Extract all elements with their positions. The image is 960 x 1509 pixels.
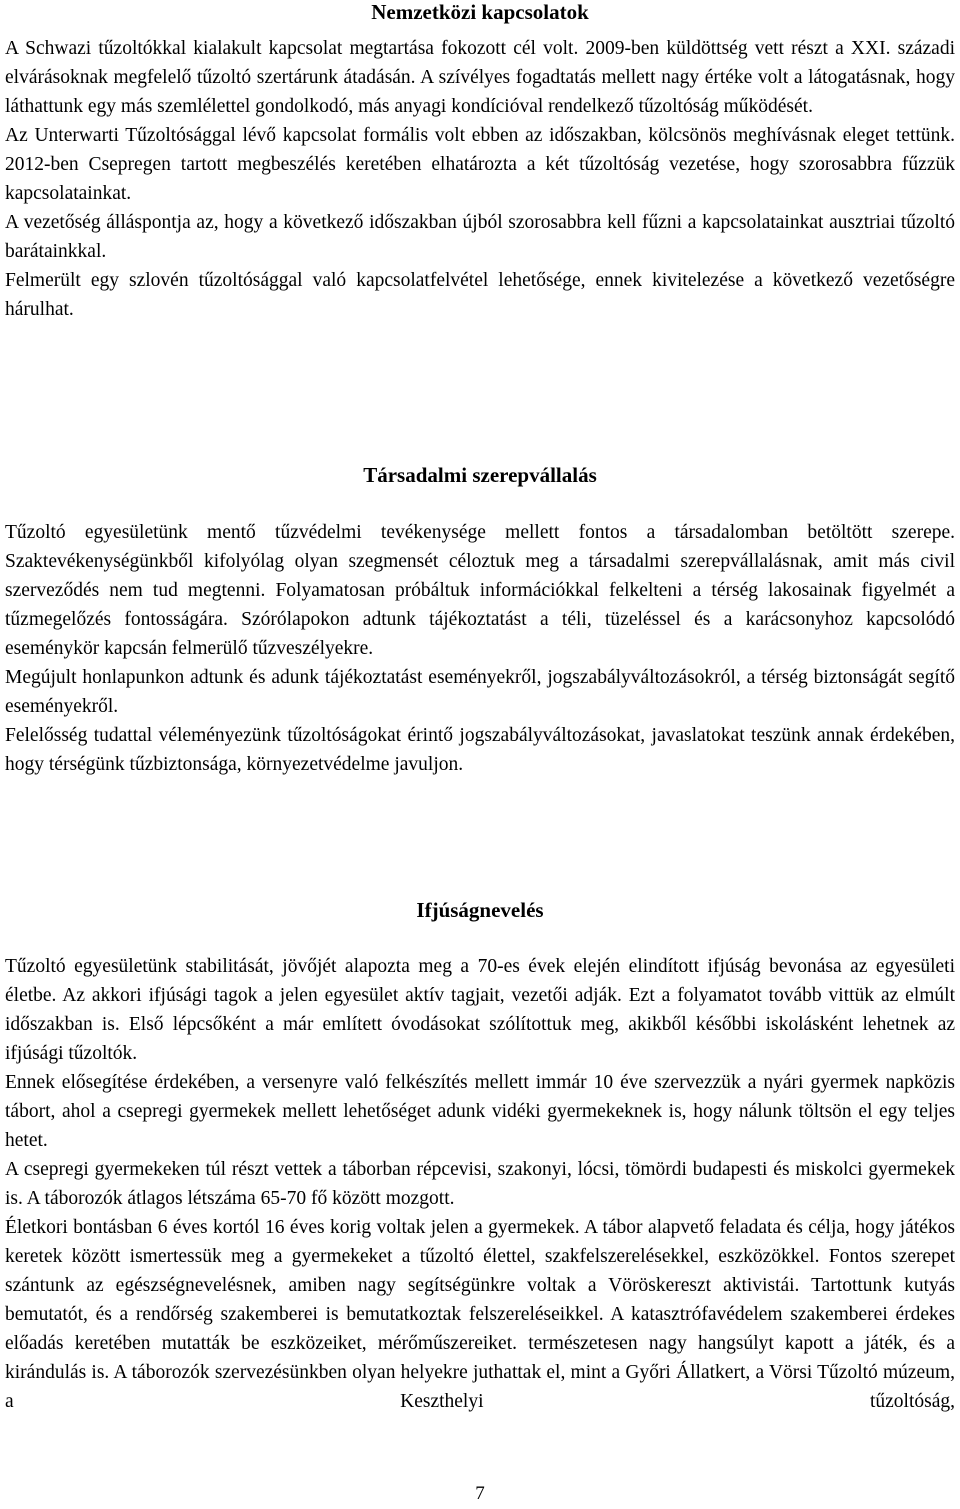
paragraph: Tűzoltó egyesületünk mentő tűzvédelmi tevékenysége mellett fontos a társadalomban betöltött szerepe. Szaktevékenységünkből kifolyólag olyan szegmensét céloztuk meg a társadalmi szerepvállalásnak, amit más civil szerveződés nem tud megtenni. Folyamatosan próbáltuk információkkal felkelteni a térség lakosainak figyelmét a tűzmegelőzés fontosságára. Szórólapokon adtunk tájékoztatást a téli, tüzeléssel és a karácsonyhoz kapcsolódó eseménykör kapcsán felmerülő tűzveszélyekre. xyxy=(5,522,955,659)
paragraph: A csepregi gyermekeken túl részt vettek a táborban répcevisi, szakonyi, lócsi, tömördi budapesti és miskolci gyermekek is. A táborozók átlagos létszáma 65-70 fő között mozgott. xyxy=(5,1159,955,1209)
paragraph: Tűzoltó egyesületünk stabilitását, jövőjét alapozta meg a 70-es évek elején elindított ifjúság bevonása az egyesületi életbe. Az akkori ifjúsági tagok a jelen egyesület aktív tagjait, vezetői adják. Ezt a folyamatot tovább vittük az elmúlt időszakban is. Első lépcsőként a már említett óvodásokat szólítottuk meg, akikből későbbi iskolásként lehetnek az ifjúsági tűzoltók. xyxy=(5,956,955,1064)
section-ifjusagneveles xyxy=(5,896,955,1416)
section-body xyxy=(5,34,955,324)
paragraph: Felelősség tudattal véleményezünk tűzoltóságokat érintő jogszabályváltozásokat, javaslatokat teszünk annak érdekében, hogy térségünk tűzbiztonsága, környezetvédelme javuljon. xyxy=(5,725,955,775)
paragraph: Az Unterwarti Tűzoltósággal lévő kapcsolat formális volt ebben az időszakban, kölcsönös meghívásnak eleget tettünk. 2012-ben Csepregen tartott megbeszélés keretében elhatározta a két tűzoltóság vezetése, hogy szorosabbra fűzzük kapcsolatainkat. xyxy=(5,125,955,204)
section-heading: Ifjúságnevelés xyxy=(416,898,544,922)
paragraph: Felmerült egy szlovén tűzoltósággal való kapcsolatfelvétel lehetősége, ennek kivitelezése a következő vezetőségre hárulhat. xyxy=(5,270,955,320)
section-body xyxy=(5,518,955,779)
paragraph: A vezetőség álláspontja az, hogy a következő időszakban újból szorosabbra kell fűzni a kapcsolatainkat ausztriai tűzoltó barátainkkal. xyxy=(5,212,955,262)
section-nemzetkozi-kapcsolatok xyxy=(5,0,955,324)
page-number: 7 xyxy=(475,1483,485,1504)
paragraph: Életkori bontásban 6 éves kortól 16 éves korig voltak jelen a gyermekek. A tábor alapvető feladata és célja, hogy játékos keretek között ismertessük meg a gyermekeket a tűzoltó élettel, szakfelszerelésekkel, eszközökkel. Fontos szerepet szántunk az egészségnevelésnek, amiben nagy segítségünkre voltak a Vöröskereszt aktivistái. Tartottunk kutyás bemutatót, és a rendőrség szakemberei is bemutatkoztak felszereléseikkel. A katasztrófavédelem szakemberei érdekes előadás keretében mutatták be eszközeiket, mérőműszereiket. természetesen nagy hangsúlyt kapott a játék, és a kirándulás is. A táborozók szervezésünkben olyan helyekre juthattak el, mint a Győri Állatkert, a Vörsi Tűzoltó múzeum, a Keszthelyi tűzoltóság, xyxy=(5,1217,955,1412)
section-body xyxy=(5,952,955,1416)
section-heading: Nemzetközi kapcsolatok xyxy=(371,0,589,24)
paragraph: A Schwazi tűzoltókkal kialakult kapcsolat megtartása fokozott cél volt. 2009-ben küldöttség vett részt a XXI. századi elvárásoknak megfelelő tűzoltó szertárunk átadásán. A szívélyes fogadtatás mellett nagy értéke volt a látogatásnak, hogy láthattunk egy más szemlélettel gondolkodó, más anyagi kondícióval rendelkező tűzoltóság működését. xyxy=(5,38,955,117)
paragraph: Megújult honlapunkon adtunk és adunk tájékoztatást eseményekről, jogszabályváltozásokról, a térség biztonságát segítő eseményekről. xyxy=(5,667,955,717)
section-heading: Társadalmi szerepvállalás xyxy=(363,463,597,487)
paragraph: Ennek elősegítése érdekében, a versenyre való felkészítés mellett immár 10 éve szervezzük a nyári gyermek napközis tábort, ahol a csepregi gyermekek mellett lehetőséget adunk vidéki gyermekeknek is, hogy nálunk töltsön el egy teljes hetet. xyxy=(5,1072,955,1151)
section-tarsadalmi-szerepvallalas xyxy=(5,461,955,779)
